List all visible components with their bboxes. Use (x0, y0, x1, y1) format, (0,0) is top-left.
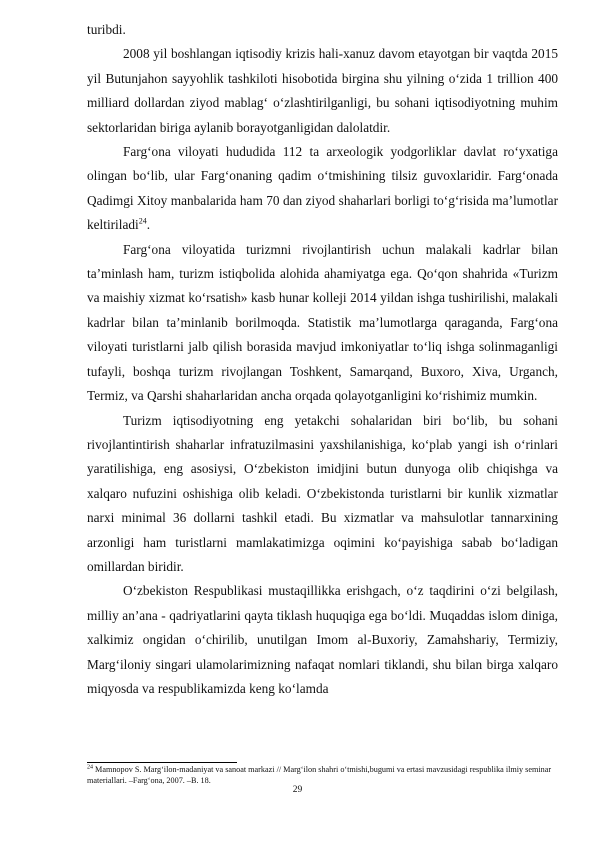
footnote-text: Mamnopov S. Marg‘ilon-madaniyat va sanoat markazi // Marg‘ilon shahri o‘tmishi,bugumi va ertasi mavzusidagi respublika ilmiy seminar materiallari. –Farg‘ona, 2007. –B. 18. (87, 765, 552, 785)
footnote (87, 765, 558, 786)
paragraph-tourism-economy: Turizm iqtisodiyotning eng yetakchi sohalaridan biri bo‘lib, bu sohani rivojlantintirish shaharlar infratuzilmasini yaxshilanishiga, ko‘plab yangi ish o‘rinlari yaratilishiga, eng asosiysi, O‘zbekiston imidjini butun dunyoga olib chiqishga va xalqaro nufuzini oshishiga olib keladi. O‘zbekistonda turistlarni bir kunlik xizmatlar narxi minimal 36 dollarni tashkil etadi. Bu xizmatlar va mahsulotlar tannarxining arzonligi ham turistlarni mamlakatimizga oqimini ko‘payishiga sabab bo‘ladigan omillardan biridir. (87, 412, 558, 574)
footnote-reference[interactable]: 24 (138, 216, 147, 226)
paragraph-continuation: turibdi. (87, 22, 126, 37)
paragraph-tourism-staff: Farg‘ona viloyatida turizmni rivojlantirish uchun malakali kadrlar bilan ta’minlash ham, turizm istiqbolida alohida ahamiyatga ega. Qo‘qon shahrida «Turizm va maishiy xizmat ko‘rsatish» kasb hunar kolleji 2014 yildan ishga tushirilishi, malakali kadrlar bilan ta’minlanib borilmoqda. Statistik ma’lumotlarga qaraganda, Farg‘ona viloyati turistlarni jalb qilish borasida mavjud imkoniyatlar to‘liq ishga solinmaganligi tufayli, boshqa turizm rivojlangan Toshkent, Samarqand, Buxoro, Xiva, Urganch, Termiz, va Qarshi shaharlaridan ancha orqada qolayotganligini ko‘rishimiz mumkin. (87, 241, 558, 404)
footnote-separator (87, 762, 237, 763)
body-text (87, 18, 558, 701)
paragraph-independence: O‘zbekiston Respublikasi mustaqillikka erishgach, o‘z taqdirini o‘zi belgilash, milliy an’ana - qadriyatlarini qayta tiklash huquqiga ega bo‘ldi. Muqaddas islom diniga, xalkimiz ongidan o‘chirilib, unutilgan Imom al-Buxoriy, Zamahshariy, Termiziy, Marg‘iloniy singari ulamolarimizning nafaqat nomlari tiklandi, shu bilan birga xalqaro miqyosda va respublikamizda keng ko‘lamda (87, 583, 558, 696)
paragraph-economic-crisis: 2008 yil boshlangan iqtisodiy krizis hali-xanuz davom etayotgan bir vaqtda 2015 yil Butunjahon sayyohlik tashkiloti hisobotida birgina shu yilning o‘zida 1 trillion 400 milliard dollardan ziyod mablag‘ o‘zlashtirilganligi, bu sohani iqtisodiyotning muhim sektorlaridan biriga aylanib borayotganligidan dalolatdir. (87, 46, 558, 135)
footnote-number: 24 (87, 764, 93, 771)
paragraph-text: Farg‘ona viloyati hududida 112 ta arxeologik yodgorliklar davlat ro‘yxatiga olingan bo‘lib, ular Farg‘onaning qadim o‘tmishining tilsiz guvoxlaridir. Farg‘onada Qadimgi Xitoy manbalarida ham 70 dan ziyod shaharlari borligi to‘g‘risida ma’lumotlar keltiriladi (87, 144, 558, 233)
page-number: 29 (292, 785, 303, 795)
paragraph-end: . (146, 217, 151, 233)
paragraph-archaeological-monuments (87, 140, 558, 238)
